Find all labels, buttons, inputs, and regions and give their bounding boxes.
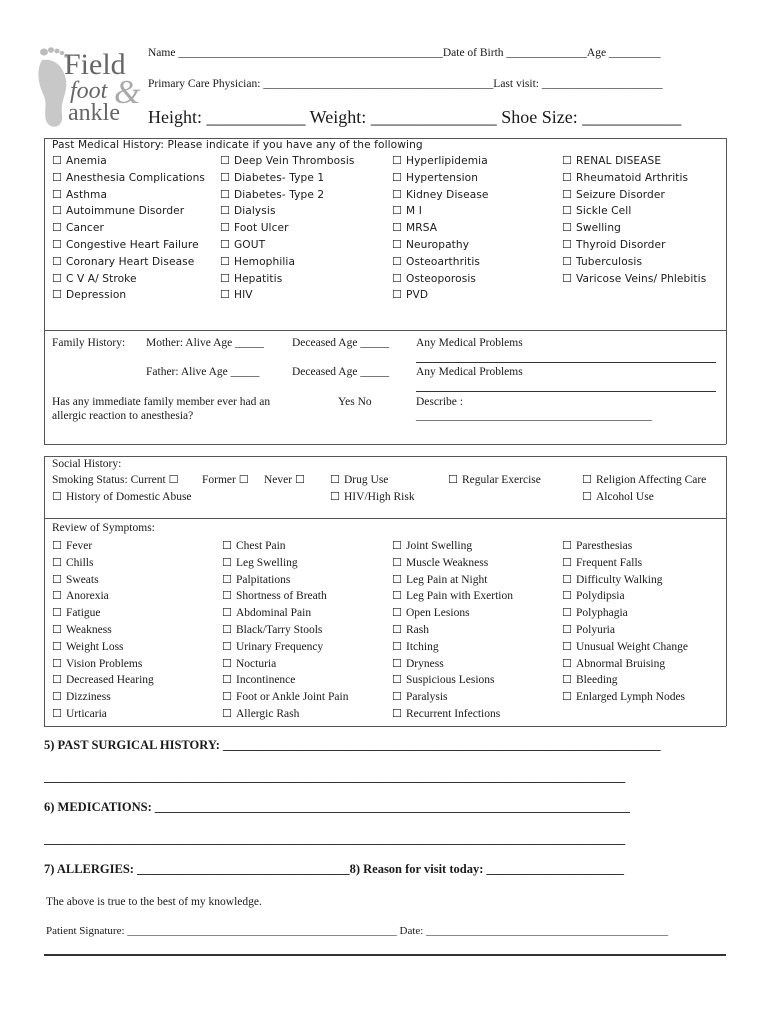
pmh-checkbox[interactable]: ☐ Depression: [52, 287, 205, 304]
ros-column-2: [222, 538, 348, 723]
pmh-checkbox[interactable]: ☐ Thyroid Disorder: [562, 237, 706, 254]
ros-checkbox[interactable]: ☐ Allergic Rash: [222, 706, 348, 723]
divider: [44, 330, 45, 444]
pmh-checkbox[interactable]: ☐ Sickle Cell: [562, 203, 706, 220]
attestation-text: The above is true to the best of my knowledge.: [46, 896, 262, 908]
alcohol-use-checkbox[interactable]: ☐ Alcohol Use: [582, 490, 654, 503]
divider: [726, 138, 727, 330]
ros-checkbox[interactable]: ☐ Polydipsia: [562, 588, 688, 605]
family-history-label: Family History:: [52, 337, 126, 349]
divider: [44, 518, 726, 519]
ros-checkbox[interactable]: ☐ Urticaria: [52, 706, 154, 723]
pmh-checkbox[interactable]: ☐ Foot Ulcer: [220, 220, 355, 237]
father-alive-age[interactable]: Father: Alive Age _____: [146, 366, 260, 378]
ros-checkbox[interactable]: ☐ Open Lesions: [392, 605, 513, 622]
ros-checkbox[interactable]: ☐ Rash: [392, 622, 513, 639]
patient-info-line-2[interactable]: Primary Care Physician: ________________________________________Last visit: _____________________: [148, 78, 663, 90]
pmh-column-3: [392, 153, 489, 304]
religion-checkbox[interactable]: ☐ Religion Affecting Care: [582, 473, 706, 486]
mother-alive-age[interactable]: Mother: Alive Age _____: [146, 337, 264, 349]
pmh-checkbox[interactable]: ☐ Congestive Heart Failure: [52, 237, 205, 254]
pmh-checkbox[interactable]: ☐ HIV: [220, 287, 355, 304]
ros-checkbox[interactable]: ☐ Polyuria: [562, 622, 688, 639]
ros-checkbox[interactable]: ☐ Recurrent Infections: [392, 706, 513, 723]
ros-checkbox[interactable]: ☐ Incontinence: [222, 672, 348, 689]
ros-column-1: [52, 538, 154, 723]
surgical-history-line-2[interactable]: _____________________________________________________________________________________________: [44, 770, 626, 784]
smoking-current-label: Smoking Status: Current: [52, 474, 166, 486]
pmh-checkbox[interactable]: ☐ C V A/ Stroke: [52, 271, 205, 288]
pmh-checkbox[interactable]: ☐ Hypertension: [392, 170, 489, 187]
checkbox-icon[interactable]: [169, 474, 183, 486]
anesthesia-question-line-1: Has any immediate family member ever had an: [52, 396, 271, 408]
pmh-checkbox[interactable]: ☐ Swelling: [562, 220, 706, 237]
pmh-checkbox[interactable]: ☐ Autoimmune Disorder: [52, 203, 205, 220]
father-problems-line[interactable]: [416, 391, 716, 392]
pmh-checkbox[interactable]: ☐ Seizure Disorder: [562, 187, 706, 204]
pmh-checkbox[interactable]: ☐ Dialysis: [220, 203, 355, 220]
ros-checkbox[interactable]: ☐ Paralysis: [392, 689, 513, 706]
pmh-checkbox[interactable]: ☐ GOUT: [220, 237, 355, 254]
pmh-checkbox[interactable]: ☐ Tuberculosis: [562, 254, 706, 271]
ros-checkbox[interactable]: ☐ Dryness: [392, 656, 513, 673]
describe-label: Describe :: [416, 396, 463, 408]
pmh-checkbox[interactable]: ☐ M I: [392, 203, 489, 220]
ros-checkbox[interactable]: ☐ Joint Swelling: [392, 538, 513, 555]
father-medical-problems-label: Any Medical Problems: [416, 366, 523, 378]
ros-checkbox[interactable]: ☐ Fever: [52, 538, 154, 555]
logo-field: Field: [64, 48, 126, 81]
pmh-checkbox[interactable]: ☐ Asthma: [52, 187, 205, 204]
ros-checkbox[interactable]: ☐ Decreased Hearing: [52, 672, 154, 689]
ros-checkbox[interactable]: ☐ Frequent Falls: [562, 555, 688, 572]
pmh-checkbox[interactable]: ☐ Anemia: [52, 153, 205, 170]
divider: [726, 456, 727, 518]
ros-title: Review of Symptoms:: [52, 522, 155, 534]
ros-checkbox[interactable]: ☐ Shortness of Breath: [222, 588, 348, 605]
divider: [726, 518, 727, 726]
ros-checkbox[interactable]: ☐ Weakness: [52, 622, 154, 639]
ros-checkbox[interactable]: ☐ Chills: [52, 555, 154, 572]
ros-column-4: [562, 538, 688, 706]
ros-checkbox[interactable]: ☐ Abdominal Pain: [222, 605, 348, 622]
ros-checkbox[interactable]: ☐ Sweats: [52, 572, 154, 589]
mother-problems-line[interactable]: [416, 362, 716, 363]
ros-checkbox[interactable]: ☐ Vision Problems: [52, 656, 154, 673]
smoking-former-label: Former: [202, 474, 236, 486]
footer-rule: [44, 954, 726, 956]
domestic-abuse-checkbox[interactable]: ☐ History of Domestic Abuse: [52, 490, 192, 503]
patient-measurements[interactable]: Height: ___________ Weight: ______________ Shoe Size: ___________: [148, 107, 682, 127]
pmh-checkbox[interactable]: ☐ Diabetes- Type 2: [220, 187, 355, 204]
pmh-checkbox[interactable]: ☐ Diabetes- Type 1: [220, 170, 355, 187]
ros-checkbox[interactable]: ☐ Black/Tarry Stools: [222, 622, 348, 639]
ros-checkbox[interactable]: ☐ Chest Pain: [222, 538, 348, 555]
pmh-checkbox[interactable]: ☐ Osteoporosis: [392, 271, 489, 288]
smoking-current[interactable]: [52, 473, 183, 486]
pmh-checkbox[interactable]: ☐ PVD: [392, 287, 489, 304]
logo-ampersand: &: [114, 74, 141, 111]
pmh-checkbox[interactable]: ☐ Neuropathy: [392, 237, 489, 254]
divider: [44, 518, 45, 726]
divider: [726, 330, 727, 444]
pmh-checkbox[interactable]: ☐ Hepatitis: [220, 271, 355, 288]
anesthesia-question-line-2: allergic reaction to anesthesia?: [52, 410, 194, 422]
mother-medical-problems-label: Any Medical Problems: [416, 337, 523, 349]
anesthesia-yes-no[interactable]: Yes No: [338, 396, 372, 408]
ros-checkbox[interactable]: ☐ Dizziness: [52, 689, 154, 706]
pmh-checkbox[interactable]: ☐ Hyperlipidemia: [392, 153, 489, 170]
smoking-never[interactable]: [264, 473, 309, 486]
ros-checkbox[interactable]: ☐ Bleeding: [562, 672, 688, 689]
ros-column-3: [392, 538, 513, 723]
hiv-high-risk-checkbox[interactable]: ☐ HIV/High Risk: [330, 490, 415, 503]
ros-checkbox[interactable]: ☐ Abnormal Bruising: [562, 656, 688, 673]
pmh-checkbox[interactable]: ☐ Kidney Disease: [392, 187, 489, 204]
divider: [44, 726, 726, 727]
mother-deceased-age[interactable]: Deceased Age _____: [292, 337, 390, 349]
allergies-reason-field[interactable]: 7) ALLERGIES: __________________________________8) Reason for visit today: ______________________: [44, 862, 624, 876]
divider: [44, 456, 45, 518]
social-history-title: Social History:: [52, 458, 122, 470]
pmh-checkbox[interactable]: ☐ Varicose Veins/ Phlebitis: [562, 271, 706, 288]
ros-checkbox[interactable]: ☐ Muscle Weakness: [392, 555, 513, 572]
logo-ankle: ankle: [68, 100, 120, 126]
regular-exercise-checkbox[interactable]: ☐ Regular Exercise: [448, 473, 541, 486]
ros-checkbox[interactable]: ☐ Polyphagia: [562, 605, 688, 622]
ros-checkbox[interactable]: ☐ Leg Swelling: [222, 555, 348, 572]
ros-checkbox[interactable]: ☐ Leg Pain at Night: [392, 572, 513, 589]
divider: [44, 456, 726, 457]
pmh-column-4: [562, 153, 706, 287]
drug-use-checkbox[interactable]: ☐ Drug Use: [330, 473, 388, 486]
clinic-logo: [34, 44, 141, 130]
pmh-checkbox[interactable]: ☐ MRSA: [392, 220, 489, 237]
ros-checkbox[interactable]: ☐ Difficulty Walking: [562, 572, 688, 589]
ros-checkbox[interactable]: ☐ Enlarged Lymph Nodes: [562, 689, 688, 706]
smoking-never-label: Never: [264, 474, 293, 486]
ros-checkbox[interactable]: ☐ Fatigue: [52, 605, 154, 622]
ros-checkbox[interactable]: ☐ Anorexia: [52, 588, 154, 605]
describe-line[interactable]: _________________________________________: [416, 410, 652, 422]
pmh-column-1: [52, 153, 205, 304]
ros-checkbox[interactable]: ☐ Foot or Ankle Joint Pain: [222, 689, 348, 706]
pmh-checkbox[interactable]: ☐ Cancer: [52, 220, 205, 237]
logo-foot: foot: [70, 78, 108, 104]
medications-field[interactable]: 6) MEDICATIONS: ____________________________________________________________________________: [44, 800, 630, 814]
pmh-checkbox[interactable]: ☐ Rheumatoid Arthritis: [562, 170, 706, 187]
ros-checkbox[interactable]: ☐ Suspicious Lesions: [392, 672, 513, 689]
ros-checkbox[interactable]: ☐ Nocturia: [222, 656, 348, 673]
ros-checkbox[interactable]: ☐ Urinary Frequency: [222, 639, 348, 656]
pmh-title: Past Medical History: Please indicate if you have any of the following: [52, 139, 423, 151]
pmh-checkbox[interactable]: ☐ Coronary Heart Disease: [52, 254, 205, 271]
ros-checkbox[interactable]: ☐ Palpitations: [222, 572, 348, 589]
ros-checkbox[interactable]: ☐ Paresthesias: [562, 538, 688, 555]
ros-checkbox[interactable]: ☐ Unusual Weight Change: [562, 639, 688, 656]
divider: [44, 138, 45, 330]
surgical-history-field[interactable]: 5) PAST SURGICAL HISTORY: ______________________________________________________________________: [44, 738, 661, 752]
father-deceased-age[interactable]: Deceased Age _____: [292, 366, 390, 378]
pmh-checkbox[interactable]: ☐ RENAL DISEASE: [562, 153, 706, 170]
divider: [44, 330, 726, 331]
ros-checkbox[interactable]: ☐ Itching: [392, 639, 513, 656]
pmh-checkbox[interactable]: ☐ Anesthesia Complications: [52, 170, 205, 187]
divider: [44, 444, 726, 445]
pmh-checkbox[interactable]: ☐ Osteoarthritis: [392, 254, 489, 271]
checkbox-icon[interactable]: [295, 474, 309, 486]
pmh-column-2: [220, 153, 355, 304]
checkbox-icon[interactable]: [239, 474, 253, 486]
patient-info-line-1[interactable]: Name ______________________________________________Date of Birth ______________Age _________: [148, 47, 661, 59]
ros-checkbox[interactable]: ☐ Leg Pain with Exertion: [392, 588, 513, 605]
pmh-checkbox[interactable]: ☐ Hemophilia: [220, 254, 355, 271]
medications-line-2[interactable]: _____________________________________________________________________________________________: [44, 832, 626, 846]
pmh-checkbox[interactable]: ☐ Deep Vein Thrombosis: [220, 153, 355, 170]
smoking-former[interactable]: [202, 473, 253, 486]
ros-checkbox[interactable]: ☐ Weight Loss: [52, 639, 154, 656]
signature-date-field[interactable]: Patient Signature: _________________________________________________ Date: ____________________________________________: [46, 925, 669, 937]
